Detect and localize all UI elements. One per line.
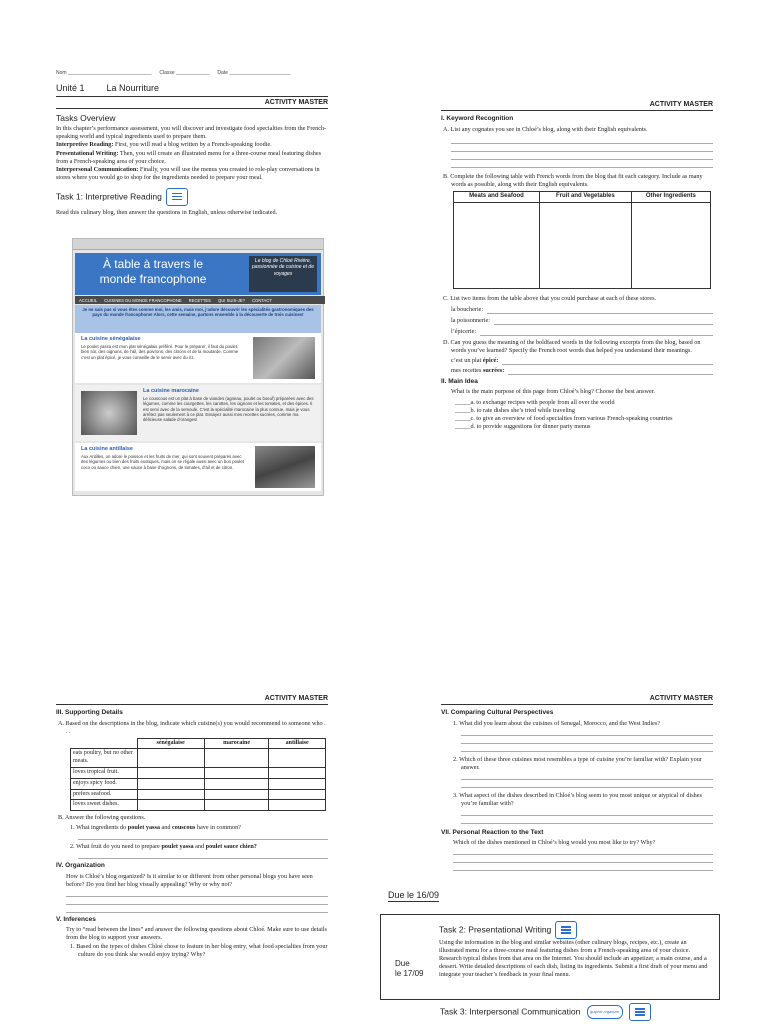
cultural-perspectives-heading: VI. Comparing Cultural Perspectives <box>441 709 554 717</box>
blog-intro: Je ne sais pas si vous êtes comme moi, les amis, mais moi, j’adore découvrir les spécialités gastronomiques des pays du monde francophone! Alors, cette semaine, partons ensemble à la découverte de trois cuisines! <box>75 305 321 333</box>
task2-text: Using the information in the blog and similar websites (other culinary blogs, recipes, etc.), create an illustrated menu for a three-course meal featuring dishes from a French-speaking area of your choice. Research typical dishes from that area on the Internet. You should include an appetizer, a main course, and a dessert. Write detailed descriptions of each dish, listing its ingredients. Submit a first draft of your menu and integrate your teacher’s feedback in your final menu. <box>439 939 708 979</box>
inferences-heading: V. Inferences <box>56 915 96 923</box>
poulet-yassa-photo <box>253 337 315 379</box>
due-note-2: Due le 17/09 <box>395 959 424 978</box>
inferences-question-1: 1. Based on the types of dishes Chloé chose to feature in her blog entry, what food specialties from your culture do you think she would enjoy trying? Why? <box>70 942 328 958</box>
store-butcher: la boucherie: <box>451 305 484 313</box>
question-3b-1: 1. What ingredients do poulet yassa and couscous have in common? <box>70 824 241 832</box>
organization-heading: IV. Organization <box>56 862 105 870</box>
nav-home[interactable]: ACCUEIL <box>79 297 98 303</box>
answer-lines-3b-2[interactable] <box>56 851 328 859</box>
butcher-answer[interactable] <box>487 306 713 314</box>
morocco-text: Le couscous est un plat à base de viandes (agneau, poulet ou boeuf) préparées avec des légumes, comme les courgettes, les carottes, les oignons et les tomates, et des épices. Il est servi avec de la semoule. C’est la spécialité marocaine la plus connue, mais je vous arrêtez pas seulement à ce plat. Essayez aussi mes recettes sucrées, comme ma délicieuse salade d’oranges! <box>143 396 314 423</box>
overview-interpersonal: Interpersonal Communication: Finally, you will use the menus you created to role-play conversations in stores where you would go to shop for the ingredients needed to prepare your meal. <box>56 165 320 181</box>
answer-lines-6-1[interactable] <box>441 728 713 752</box>
col-other: Other Ingredients <box>631 191 710 202</box>
overview-presentational: Presentational Writing: Then, you will create an illustrated menu for a three-course meal featuring dishes from a French-speaking area of your choice. <box>56 149 322 165</box>
answer-lines-1a[interactable] <box>441 136 713 168</box>
antilles-photo <box>255 446 315 488</box>
couscous-photo <box>81 391 137 435</box>
blog-section-antilles <box>75 443 321 491</box>
col-antillaise: antillaise <box>269 738 326 749</box>
row-spicy: enjoys spicy food. <box>71 778 138 789</box>
excerpt-sucrees: mes recettes sucrées: <box>451 366 505 374</box>
blog-section-senegal <box>75 333 321 383</box>
col-senegalaise: sénégalaise <box>137 738 204 749</box>
checklist-icon <box>629 1003 651 1021</box>
main-idea-question: What is the main purpose of this page from Chloé’s blog? Choose the best answer. <box>451 388 655 396</box>
col-fruit-veg: Fruit and Vegetables <box>539 191 631 202</box>
unit-heading <box>56 83 328 95</box>
col-marocaine: marocaine <box>204 738 268 749</box>
organization-question: How is Chloé’s blog organized? Is it similar to or different from other personal blogs you have seen before? Do you find her blog visually appealing? Why or why not? <box>66 872 313 888</box>
option-a[interactable]: _____a. to exchange recipes with people from all over the world <box>455 398 615 406</box>
inferences-question: Try to “read between the lines” and answer the following questions about Chloé. Make sure to use details from the blog to support your answers. <box>66 926 327 942</box>
question-1c: C. List two items from the table above that you could purchase at each of these stores. <box>443 294 657 302</box>
morocco-title: La cuisine marocaine <box>143 388 199 394</box>
antilles-title: La cuisine antillaise <box>81 446 133 452</box>
task2-box <box>380 914 720 1000</box>
keyword-recognition-heading: I. Keyword Recognition <box>441 115 514 123</box>
activity-master-label-2: ACTIVITY MASTER <box>441 100 713 111</box>
blog-subtitle: Le blog de Chloé Rivière, passionnée de cuisine et de voyages <box>249 256 317 292</box>
activity-master-label-3: ACTIVITY MASTER <box>56 694 328 705</box>
nav-recipes[interactable]: RECETTES <box>188 297 211 303</box>
chapter-title: La Nourriture <box>106 82 160 93</box>
senegal-text: Le poulet yassa est mon plat sénégalais préféré. Pour le préparer, il faut du poulet, bien sûr, des oignons, de l’ail, des poivrons, des citrons et de la moutarde. Comme c’est un plat épicé, je vous conseille de le servir avec du riz. <box>81 344 239 360</box>
question-3b-2: 2. What fruit do you need to prepare poulet yassa and poulet sauce chien? <box>70 843 257 851</box>
supporting-details-heading: III. Supporting Details <box>56 709 123 717</box>
question-1d: D. Can you guess the meaning of the boldfaced words in the following excerpts from the blog, based on words you’ve learned? Specify the French root words that helped you understand their meanings. <box>443 338 701 354</box>
store-list <box>441 306 713 336</box>
sucrees-answer[interactable] <box>508 367 713 375</box>
question-1a: A. List any cognates you see in Chloé’s blog, along with their English equivalents. <box>443 125 648 133</box>
question-3a: A. Based on the descriptions in the blog, indicate which cuisine(s) you would recommend to someone who . . . <box>58 719 326 735</box>
fishmonger-answer[interactable] <box>494 317 713 325</box>
unit-label: Unité 1 <box>56 82 85 93</box>
row-sweet: loves sweet dishes. <box>71 800 138 811</box>
cell-meats[interactable] <box>454 202 540 288</box>
date-field[interactable]: Date ______________________ <box>217 70 291 76</box>
activity-master-label: ACTIVITY MASTER <box>56 96 328 109</box>
boldface-excerpts <box>441 357 713 375</box>
epice-answer[interactable] <box>502 357 713 365</box>
task1-heading: Task 1: Interpretive Reading <box>56 188 328 206</box>
answer-lines-organization[interactable] <box>56 889 328 913</box>
option-b[interactable]: _____b. to rate dishes she’s tried while traveling <box>455 406 575 414</box>
nav-about[interactable]: QUI SUIS-JE? <box>217 297 245 303</box>
blog-title: À table à travers le monde francophone <box>99 257 207 286</box>
option-c[interactable]: _____c. to give an overview of food specialties from various French-speaking countries <box>455 414 673 422</box>
header-fields <box>56 70 328 77</box>
question-6-1: 1. What did you learn about the cuisines of Senegal, Morocco, and the West Indies? <box>453 719 661 727</box>
blog-header <box>75 253 321 295</box>
main-idea-options <box>441 399 713 431</box>
question-3b: B. Answer the following questions. <box>58 814 146 822</box>
blog-section-morocco <box>75 385 321 441</box>
overview-interpretive: Interpretive Reading: First, you will read a blog written by a French-speaking foodie. <box>56 141 272 149</box>
question-6-3: 3. What aspect of the dishes described in Chloé’s blog seem to you most unique or atypical of dishes you’re familiar with? <box>453 791 702 807</box>
answer-lines-3b-1[interactable] <box>56 832 328 840</box>
row-poultry: eats poultry, but no other meats. <box>71 749 138 768</box>
question-6-2: 2. Which of these three cuisines most resembles a type of cuisine you’re familiar with? Explain your answer. <box>453 755 702 771</box>
excerpt-epice: c’est un plat épicé: <box>451 356 499 364</box>
overview-intro: In this chapter’s performance assessment, you will discover and investigate food specialties from the French-speaking world and typical ingredients used to prepare them. <box>56 125 327 141</box>
cuisine-table <box>70 738 326 812</box>
browser-bar <box>73 239 323 250</box>
cell-fruit-veg[interactable] <box>539 202 631 288</box>
store-fishmonger: la poissonnerie: <box>451 316 491 324</box>
blog-nav <box>75 296 325 304</box>
nav-contact[interactable]: CONTACT <box>251 297 272 303</box>
checklist-icon <box>166 188 188 206</box>
nav-cuisines[interactable]: CUISINES DU MONDE FRANCOPHONE <box>104 297 182 303</box>
task2-heading: Task 2: Presentational Writing <box>439 921 577 939</box>
class-field[interactable]: Classe ____________ <box>159 70 210 76</box>
row-tropical-fruit: loves tropical fruit. <box>71 768 138 779</box>
personal-reaction-question: Which of the dishes mentioned in Chloé’s blog would you most like to try? Why? <box>453 839 656 847</box>
answer-lines-6-2[interactable] <box>441 772 713 788</box>
worksheet-page-3 <box>56 694 328 1024</box>
answer-lines-6-3[interactable] <box>441 808 713 824</box>
graphic-organizer-icon: graphic organizer <box>587 1005 623 1019</box>
grocery-answer[interactable] <box>480 328 713 336</box>
category-table <box>453 191 711 289</box>
main-idea-heading: II. Main Idea <box>441 378 478 386</box>
store-grocery: l’épicerie: <box>451 327 477 335</box>
task1-instructions: Read this culinary blog, then answer the questions in English, unless otherwise indicated. <box>56 208 278 216</box>
name-field[interactable]: Nom ______________________________ <box>56 70 152 76</box>
answer-lines-7[interactable] <box>441 847 713 871</box>
antilles-text: Aux Antilles, on adore le poisson et les fruits de mer, qui sont souvent préparés avec des légumes ou bien des fruits exotiques, mais on se régale aussi avec un bon poulet coco ou sauce chien, une sauce à base d’oignons, de tomates, d’ail et de citron. <box>81 454 244 470</box>
personal-reaction-heading: VII. Personal Reaction to the Text <box>441 828 544 836</box>
cell-other[interactable] <box>631 202 710 288</box>
checklist-icon <box>555 921 577 939</box>
due-note-1: Due le 16/09 <box>388 890 440 900</box>
task3-heading: Task 3: Interpersonal Communication graphic organizer <box>440 1003 651 1021</box>
blog-screenshot <box>72 238 324 496</box>
question-1b: B. Complete the following table with French words from the blog that fit each category. Include as many words as possible, along with their English equivalents. <box>443 172 703 188</box>
col-meats: Meats and Seafood <box>454 191 540 202</box>
option-d[interactable]: _____d. to provide suggestions for dinner party menus <box>455 422 591 430</box>
activity-master-label-4: ACTIVITY MASTER <box>441 694 713 705</box>
worksheet-page-2 <box>441 100 713 500</box>
senegal-title: La cuisine sénégalaise <box>81 336 141 342</box>
tasks-overview-heading: Tasks Overview <box>56 113 116 124</box>
row-seafood: prefers seafood. <box>71 789 138 800</box>
